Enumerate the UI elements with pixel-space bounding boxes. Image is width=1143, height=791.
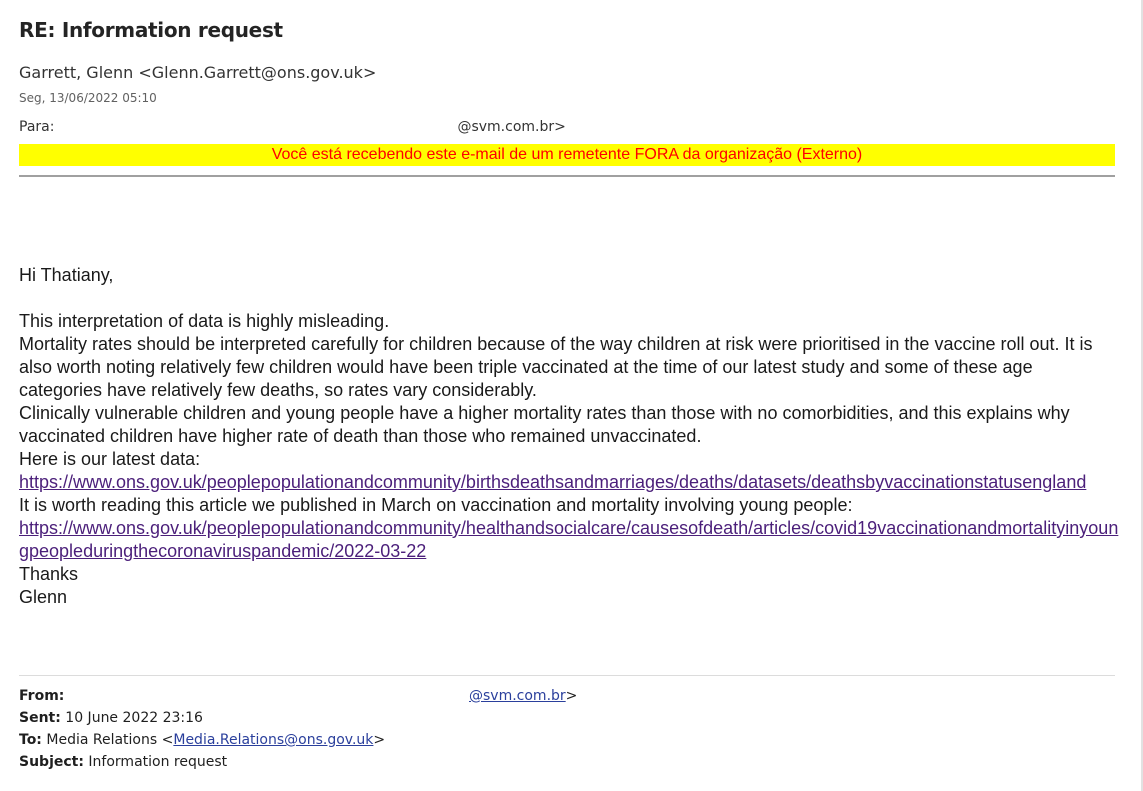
quoted-from-email[interactable]: @svm.com.br (469, 688, 566, 704)
recipient-email-suffix[interactable]: @svm.com.br> (457, 119, 566, 135)
recipient-line (19, 119, 719, 135)
quoted-subject-line (19, 751, 1115, 773)
body-paragraph-5: It is worth reading this article we published in March on vaccination and mortality involving young people: (19, 495, 853, 515)
quoted-sent-value: 10 June 2022 23:16 (65, 710, 203, 726)
email-body (19, 264, 1119, 609)
article-link[interactable]: https://www.ons.gov.uk/peoplepopulationandcommunity/healthandsocialcare/causesofdeath/articles/covid19vaccinationandmortalityinyoungpeopleduringthecoronaviruspandemic/2022-03-22 (19, 518, 1119, 561)
quoted-to-suffix: > (373, 732, 386, 748)
data-link[interactable]: https://www.ons.gov.uk/peoplepopulationandcommunity/birthsdeathsandmarriages/deaths/datasets/deathsbyvaccinationstatusengland (19, 472, 1087, 492)
quoted-sent-label: Sent: (19, 710, 61, 726)
signature: Glenn (19, 587, 68, 607)
quoted-sent-line (19, 707, 1115, 729)
quote-divider (19, 675, 1115, 676)
header-divider (19, 175, 1115, 177)
email-subject: RE: Information request (19, 18, 283, 42)
quoted-from-suffix: > (565, 688, 578, 704)
quoted-subject-value: Information request (88, 754, 228, 770)
quoted-to-email[interactable]: Media.Relations@ons.gov.uk (173, 732, 374, 748)
body-paragraph-3: Clinically vulnerable children and young people have a higher mortality rates than those with no comorbidities, and this explains why vaccinated children have higher rate of death than those who remained unvaccinated. (19, 403, 1070, 446)
email-date: Seg, 13/06/2022 05:10 (19, 91, 157, 105)
quoted-from-label: From: (19, 688, 65, 704)
thanks-line: Thanks (19, 564, 79, 584)
quoted-header (19, 685, 1115, 773)
quoted-to-line (19, 729, 1115, 751)
greeting: Hi Thatiany, (19, 265, 114, 285)
redacted-recipient (54, 120, 457, 134)
quoted-subject-label: Subject: (19, 754, 84, 770)
quoted-from-line (19, 685, 1115, 707)
body-paragraph-1: This interpretation of data is highly misleading. (19, 311, 390, 331)
body-paragraph-4: Here is our latest data: (19, 449, 201, 469)
to-label: Para: (19, 119, 55, 135)
external-sender-banner: Você está recebendo este e-mail de um remetente FORA da organização (Externo) (19, 144, 1115, 166)
spacer (19, 287, 1119, 310)
quoted-to-label: To: (19, 732, 42, 748)
body-paragraph-2: Mortality rates should be interpreted carefully for children because of the way children at risk were prioritised in the vaccine roll out. It is also worth noting relatively few children would have been triple vaccinated at the time of our latest study and some of these age categories have relatively few deaths, so rates vary considerably. (19, 334, 1093, 400)
quoted-to-name: Media Relations < (46, 732, 174, 748)
email-sender[interactable]: Garrett, Glenn <Glenn.Garrett@ons.gov.uk> (19, 63, 377, 82)
